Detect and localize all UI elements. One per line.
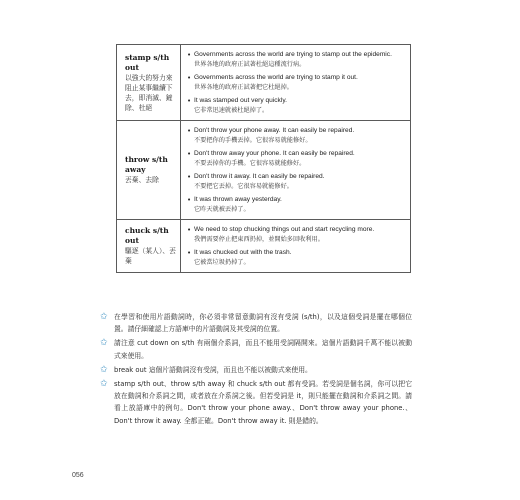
note-item <box>100 337 412 361</box>
term-cell <box>117 220 181 272</box>
note-item <box>100 364 412 376</box>
example-zh: 世界各地的政府正試著杜絕這種流行病。 <box>194 61 306 68</box>
example-item <box>187 248 404 268</box>
term: stamp s/th out <box>125 52 170 72</box>
examples-cell <box>181 220 410 272</box>
example-en: • Don't throw away your phone. It can easily be repaired. <box>194 150 355 157</box>
star-icon: ✩ <box>100 312 108 322</box>
example-en: • It was stamped out very quickly. <box>194 97 287 104</box>
example-en: • Governments across the world are trying to stamp out the epidemic. <box>194 51 392 58</box>
examples-cell <box>181 45 410 120</box>
note-text: break out 這個片語動詞沒有受詞，而且也不能以被動式來使用。 <box>114 365 312 374</box>
term-cell <box>117 45 181 120</box>
table-row <box>117 45 410 120</box>
note-item <box>100 378 412 427</box>
example-item <box>187 50 404 70</box>
term-meaning: 丟棄、去除 <box>125 176 159 184</box>
phrasal-verb-table <box>116 44 411 273</box>
star-icon: ✩ <box>100 364 108 375</box>
example-zh: 它非常迅速就被杜絕掉了。 <box>194 107 269 114</box>
star-icon: ✩ <box>100 379 108 390</box>
example-item <box>187 149 404 169</box>
example-zh: 它被當垃圾扔掉了。 <box>194 259 250 266</box>
example-item <box>187 73 404 93</box>
example-item <box>187 172 404 192</box>
note-text: 請注意 cut down on s/th 有兩個介系詞，而且不能用受詞隔開來。這個片語動詞千萬不能以被動式來使用。 <box>114 339 412 360</box>
star-icon: ✩ <box>100 338 108 349</box>
example-en: • Don't throw it away. It can easily be repaired. <box>194 173 325 180</box>
note-text: stamp s/th out、throw s/th away 和 chuck s/th out 都有受詞。若受詞是個名詞，你可以把它放在動詞和介系詞之間，或者放在介系詞之後。但若受詞是 it，則只能擺在動詞和介系詞之間。請看上放語庫中的例句。Don't throw your phone away.、Don't throw away your phone.、Don't throw it away. 全都正確。Don't throw away it. 則是錯的。 <box>114 380 412 425</box>
examples-cell <box>181 121 410 219</box>
example-item <box>187 96 404 116</box>
term-meaning: 以強大的努力來阻止某事繼續下去，即消滅、鏟除、杜絕 <box>125 73 173 112</box>
example-en: • We need to stop chucking things out and start recycling more. <box>194 226 375 233</box>
usage-notes <box>100 311 412 429</box>
term-meaning: 驅逐（某人）、丟棄 <box>125 247 176 265</box>
example-zh: 不要把你的手機丟掉。它很容易就能修好。 <box>194 137 312 144</box>
term-cell <box>117 121 181 219</box>
note-text: 在學習和使用片語動詞時，你必須非常留意動詞有沒有受詞 (s/th)，以及這個受詞是擺在哪個位置。請仔細確認上方語庫中的片語動詞及其受詞的位置。 <box>114 313 412 334</box>
note-item <box>100 311 412 335</box>
example-zh: 不要把它丟掉。它很容易就能修好。 <box>194 183 293 190</box>
example-item <box>187 126 404 146</box>
example-item <box>187 225 404 245</box>
page-number: 056 <box>72 472 84 479</box>
example-zh: 它昨天就被丟掉了。 <box>194 206 250 213</box>
term: throw s/th away <box>125 155 168 174</box>
example-en: • Governments across the world are trying to stamp it out. <box>194 74 358 81</box>
table-row <box>117 219 410 272</box>
example-item <box>187 195 404 215</box>
term: chuck s/th out <box>125 226 169 245</box>
example-zh: 我們需要停止把東西扔掉，並開始多回收利用。 <box>194 236 324 243</box>
example-en: • Don't throw your phone away. It can easily be repaired. <box>194 127 355 134</box>
example-zh: 不要丟掉你的手機。它很容易就能修好。 <box>194 160 306 167</box>
example-zh: 世界各地的政府正試著把它杜絕掉。 <box>194 84 293 91</box>
example-en: • It was chucked out with the trash. <box>194 249 292 256</box>
example-en: • It was thrown away yesterday. <box>194 196 282 203</box>
table-row <box>117 120 410 219</box>
